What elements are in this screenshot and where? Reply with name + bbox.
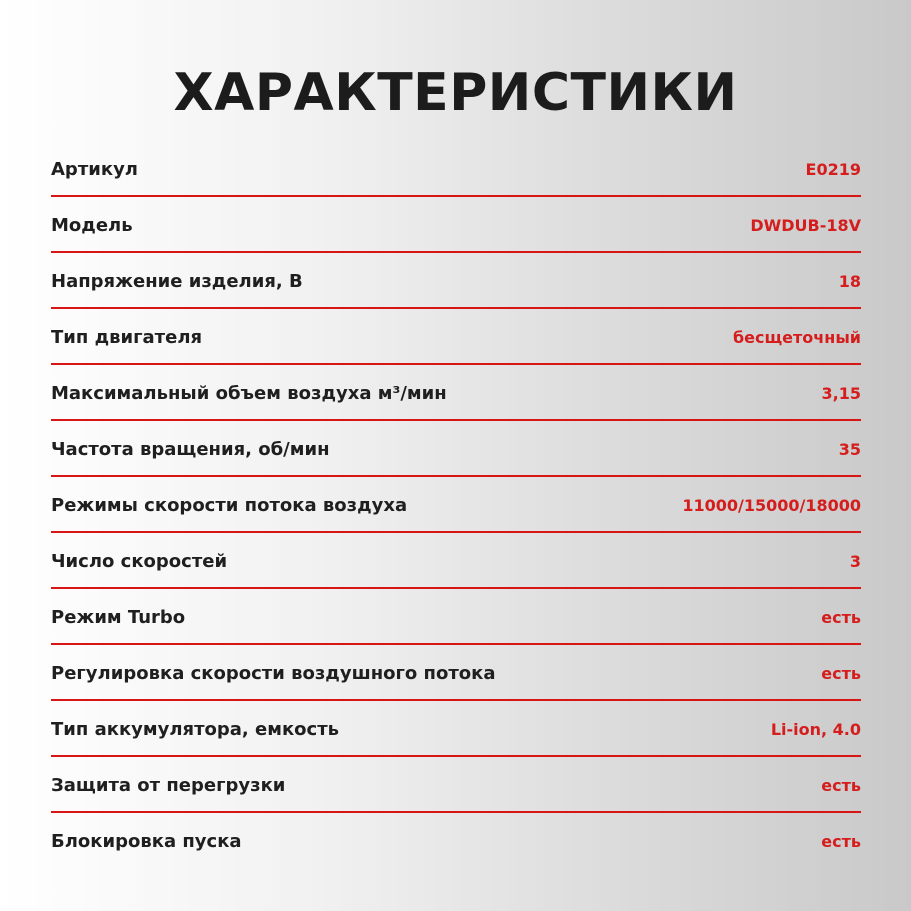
spec-row-article (51, 141, 861, 197)
spec-label: Режим Turbo (51, 606, 186, 628)
spec-label: Режимы скорости потока воздуха (51, 494, 408, 516)
spec-label: Тип двигателя (51, 326, 203, 348)
spec-value: 11000/15000/18000 (682, 495, 861, 515)
spec-row-motor-type (51, 309, 861, 365)
spec-value: есть (821, 663, 861, 683)
spec-value: бесщеточный (732, 327, 861, 347)
spec-label: Блокировка пуска (51, 830, 242, 852)
spec-value: 35 (838, 439, 861, 459)
spec-row-battery (51, 701, 861, 757)
spec-label: Напряжение изделия, В (51, 270, 303, 292)
spec-label: Модель (51, 214, 133, 236)
spec-row-voltage (51, 253, 861, 309)
spec-value: есть (821, 831, 861, 851)
spec-row-turbo-mode (51, 589, 861, 645)
spec-label: Частота вращения, об/мин (51, 438, 330, 460)
spec-label: Тип аккумулятора, емкость (51, 718, 340, 740)
spec-label: Артикул (51, 158, 138, 180)
spec-row-max-air-volume (51, 365, 861, 421)
spec-row-model (51, 197, 861, 253)
spec-value: Li-ion, 4.0 (770, 719, 861, 739)
spec-row-airflow-modes (51, 477, 861, 533)
page-title: ХАРАКТЕРИСТИКИ (173, 63, 738, 123)
spec-value: DWDUB-18V (750, 215, 861, 235)
spec-label: Максимальный объем воздуха м³/мин (51, 382, 447, 404)
spec-value: есть (821, 607, 861, 627)
spec-value: есть (821, 775, 861, 795)
spec-row-rotation-speed (51, 421, 861, 477)
spec-value: 18 (838, 271, 861, 291)
spec-row-airflow-adjustment (51, 645, 861, 701)
spec-label: Защита от перегрузки (51, 774, 286, 796)
specs-table (51, 141, 861, 869)
spec-row-overload-protection (51, 757, 861, 813)
spec-row-start-lock (51, 813, 861, 869)
spec-value: E0219 (805, 159, 861, 179)
spec-label: Число скоростей (51, 550, 228, 572)
spec-value: 3,15 (821, 383, 861, 403)
spec-row-speed-count (51, 533, 861, 589)
spec-label: Регулировка скорости воздушного потока (51, 662, 496, 684)
spec-value: 3 (849, 551, 861, 571)
